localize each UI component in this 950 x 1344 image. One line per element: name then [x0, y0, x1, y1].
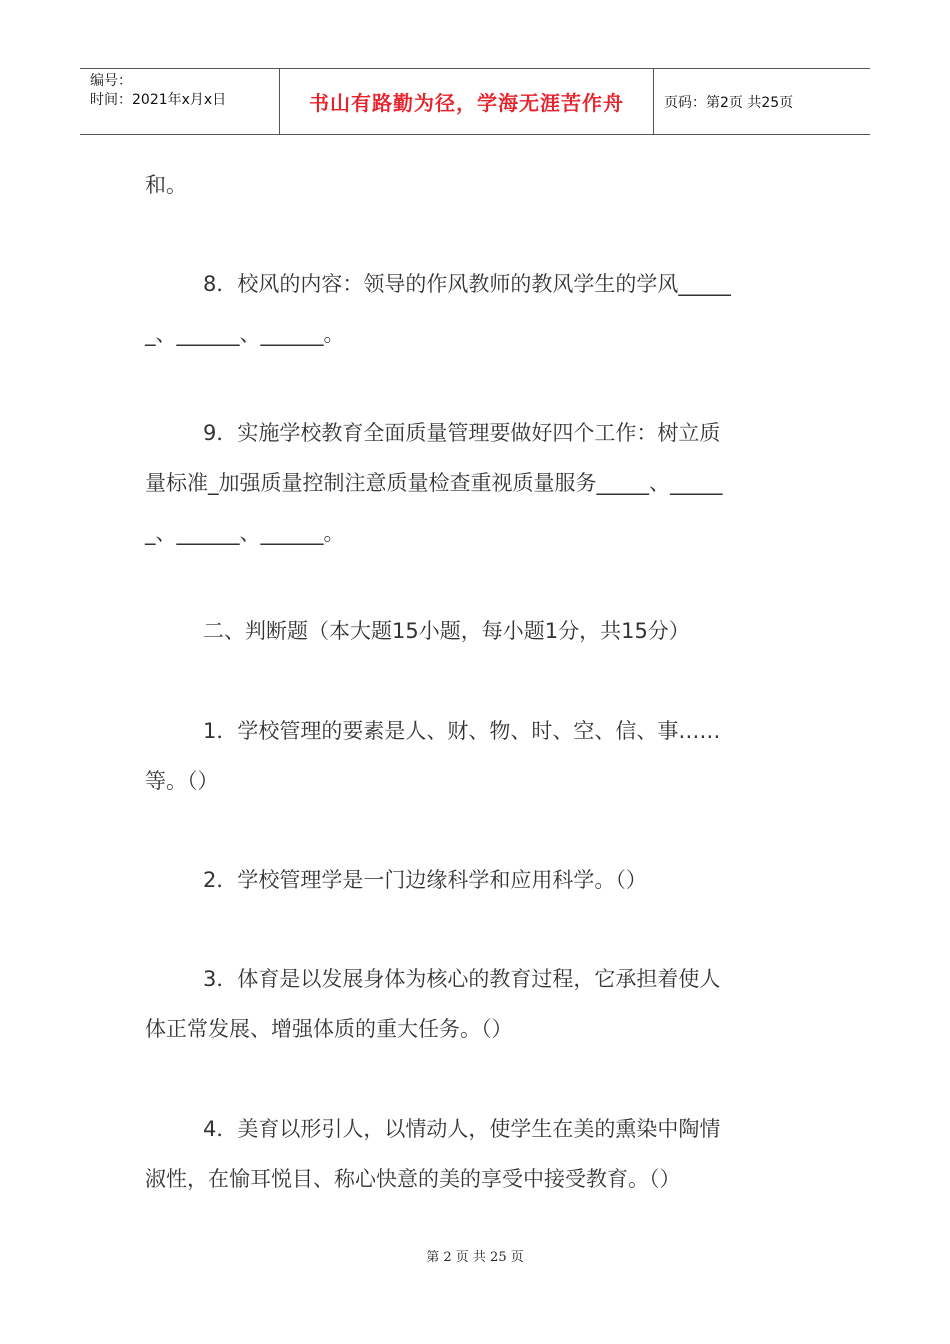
text-line: 和。: [145, 173, 187, 197]
page-header: [80, 68, 870, 135]
text-line: 等。（）: [145, 769, 219, 793]
text-line: 量标准_加强质量控制注意质量检查重视质量服务_____、_____: [145, 471, 723, 495]
judge-question-4: [145, 1104, 805, 1204]
header-page-info: 页码：第2页 共25页: [664, 94, 794, 111]
text-line: 1．学校管理的要素是人、财、物、时、空、信、事……: [203, 719, 721, 743]
text-line: 4．美育以形引人，以情动人，使学生在美的熏染中陶情: [203, 1117, 721, 1141]
header-meta: [80, 69, 280, 134]
text-line: 9．实施学校教育全面质量管理要做好四个工作：树立质: [203, 421, 721, 445]
text-line: 淑性，在愉耳悦目、称心快意的美的享受中接受教育。（）: [145, 1167, 681, 1191]
judge-question-1: [145, 706, 805, 806]
section-heading: [145, 606, 805, 656]
page-footer: 第 2 页 共 25 页: [426, 1250, 524, 1265]
text-line: 体正常发展、增强体质的重大任务。（）: [145, 1017, 513, 1041]
header-motto: 书山有路勤为径，学海无涯苦作舟: [280, 69, 654, 134]
section-title: 二、判断题（本大题15小题，每小题1分，共15分）: [203, 619, 690, 643]
judge-question-3: [145, 954, 805, 1054]
question-9: [145, 408, 805, 558]
text-line: _、______、______。: [145, 322, 345, 346]
text-line: 3．体育是以发展身体为核心的教育过程，它承担着使人: [203, 967, 721, 991]
text-line: 8．校风的内容：领导的作风教师的教风学生的学风_____: [203, 272, 731, 296]
question-8: [145, 259, 805, 359]
header-time-label: 时间：2021年x月x日: [90, 92, 227, 108]
header-code-label: 编号：: [90, 73, 132, 89]
text-line: 2．学校管理学是一门边缘科学和应用科学。（）: [203, 868, 647, 892]
text-line: _、______、______。: [145, 521, 345, 545]
paragraph-continuation: [145, 160, 805, 210]
judge-question-2: [145, 855, 805, 905]
